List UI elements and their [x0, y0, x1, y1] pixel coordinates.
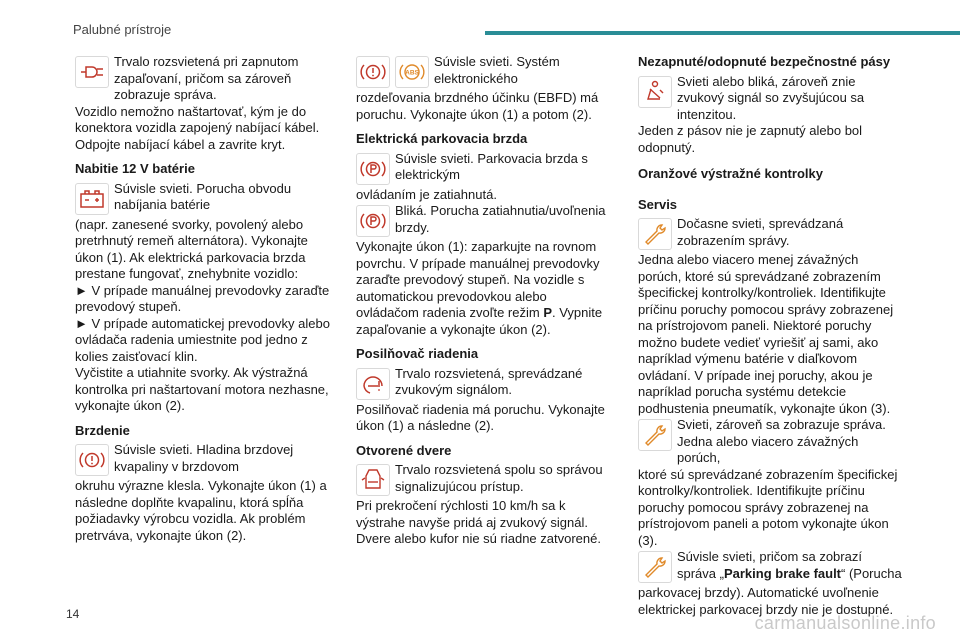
- battery-bullet-1: ► V prípade manuálnej prevodovky zaraďte prevodový stupeň.: [75, 282, 330, 314]
- seatbelt-icon: [638, 76, 672, 108]
- wrench-icon: [638, 218, 672, 250]
- charge-block: [75, 54, 337, 104]
- service3-body: parkovacej brzdy). Automatické uvoľnenie elektrickej parkovacej brzdy nie je dostupné.: [638, 585, 894, 617]
- service3-text-pre: Súvisle svieti, pričom sa zobrazí správa „: [677, 549, 862, 581]
- service1-block: [638, 216, 904, 252]
- epb-heading: Elektrická parkovacia brzda: [356, 131, 528, 146]
- epb2-body-pre: Vykonajte úkon (1): zaparkujte na rovnom povrchu. V prípade manuálnej prevodovky zaraďte prevodový stupeň. Na vozidle s automatickou prevodovkou alebo ovládačom radenia zvoľte režim: [356, 239, 600, 320]
- charge-icon-text: Trvalo rozsvietená pri zapnutom zapaľovaní, pričom sa zároveň zobrazuje správa.: [114, 54, 299, 102]
- charge-body: Vozidlo nemožno naštartovať, kým je do konektora vozidla zapojený nabíjací kábel. Odpojte nabíjací kábel a zavrite kryt.: [75, 103, 320, 152]
- epb2-body-bold: P: [543, 305, 552, 320]
- door-block: [356, 462, 610, 498]
- service3-text-post: “ (Porucha: [841, 565, 902, 581]
- column-2: [356, 54, 610, 548]
- belt-heading: Nezapnuté/odopnuté bezpečnostné pásy: [638, 54, 891, 69]
- column-1: [75, 54, 337, 544]
- steer-body: Posilňovač riadenia má poruchu. Vykonajte úkon (1) a následne (2).: [356, 401, 605, 433]
- battery-icon: [75, 183, 109, 215]
- epb2-body-post: . Vypnite zapaľovanie a vykonajte úkon (2).: [356, 305, 603, 337]
- epb2-block: [356, 203, 610, 239]
- epb-icon-text: Súvisle svieti. Parkovacia brzda s elektrickým: [395, 150, 588, 182]
- power-steering-icon: [356, 368, 390, 400]
- ebfd-body: rozdeľovania brzdného účinku (EBFD) má poruchu. Vykonajte úkon (1) a potom (2).: [356, 90, 599, 122]
- service2-icon-text: Svieti, zároveň sa zobrazuje správa. Jedna alebo viacero závažných porúch,: [677, 417, 886, 465]
- service3-text-bold: Parking brake fault: [723, 565, 842, 581]
- parking-brake-icon: [356, 153, 390, 185]
- epb2-body: [356, 239, 610, 338]
- parking-brake-icon: [356, 205, 390, 237]
- brakes-icon-text: Súvisle svieti. Hladina brzdovej kvapaliny v brzdovom: [114, 442, 294, 474]
- abs-icon: [395, 56, 429, 88]
- service1-body: Jedna alebo viacero menej závažných porúch, ktoré sú sprevádzané zobrazením špecifickej kontrolky/kontroliek. Identifikujte príčinu poruchy pomocou správy zobrazenej na prístrojovom paneli. Niektoré poruchy možno budete vedieť vyriešiť aj sami, ako napríklad výmenu batérie v diaľkovom ovládaní. V prípade inej poruchy, akou je napríklad porucha systému detekcie podhustenia pneumatík, vykonajte úkon (3).: [638, 252, 894, 416]
- brake-warning-icon: [75, 444, 109, 476]
- brake-warning-icon: [356, 56, 390, 88]
- svg-text:ABS: ABS: [405, 69, 419, 77]
- steer-block: [356, 366, 610, 402]
- door-heading: Otvorené dvere: [356, 442, 452, 458]
- watermark: carmanualsonline.info: [754, 613, 936, 633]
- epb-block: [356, 151, 610, 187]
- brakes-body: okruhu výrazne klesla. Vykonajte úkon (1) a následne doplňte kvapalinu, ktorá spĺňa požiadavky výrobcu vozidla. Ak problém pretrváva, vykonajte úkon (2).: [75, 478, 327, 543]
- page-number: 14: [66, 607, 80, 621]
- ebfd-block: [356, 54, 610, 90]
- service2-body: ktoré sú sprevádzané zobrazením špecifickej kontrolky/kontroliek. Identifikujte príčinu poruchy pomocou správy zobrazenej na prístrojovom paneli a potom vykonajte úkon (3).: [638, 466, 898, 548]
- epb-body: ovládaním je zatiahnutá.: [356, 186, 497, 202]
- steer-icon-text: Trvalo rozsvietená, sprevádzané zvukovým signálom.: [395, 365, 583, 397]
- service2-block: [638, 417, 904, 467]
- brakes-heading: Brzdenie: [75, 422, 130, 438]
- battery-body-2: Vyčistite a utiahnite svorky. Ak výstražná kontrolka pri naštartovaní motora nezhasne, vykonajte úkon (2).: [75, 365, 329, 413]
- header-title: Palubné prístroje: [73, 22, 172, 37]
- door-icon-text: Trvalo rozsvietená spolu so správou signalizujúcou prístup.: [395, 462, 603, 494]
- belt-block: [638, 74, 904, 124]
- service-heading: Servis: [638, 196, 678, 212]
- service3-block: [638, 549, 904, 585]
- charging-plug-icon: [75, 56, 109, 88]
- wrench-icon: [638, 551, 672, 583]
- belt-icon-text: Svieti alebo bliká, zároveň znie zvukový signál so zvyšujúcou sa intenzitou.: [677, 73, 865, 122]
- steer-heading: Posilňovač riadenia: [356, 346, 479, 361]
- ebfd-icon-text: Súvisle svieti. Systém elektronického: [434, 54, 560, 86]
- battery-bullet-2: ► V prípade automatickej prevodovky alebo ovládača radenia umiestnite pod jedno z kolies zaisťovací klin.: [75, 315, 330, 364]
- brakes-block: [75, 442, 337, 478]
- orange-heading: Oranžové výstražné kontrolky: [638, 166, 823, 181]
- service1-icon-text: Dočasne svieti, sprevádzaná zobrazením správy.: [677, 216, 844, 248]
- belt-body: Jeden z pásov nie je zapnutý alebo bol odopnutý.: [638, 123, 863, 155]
- service3-icon-text: [638, 549, 904, 582]
- battery-block: [75, 181, 337, 217]
- header-accent-bar: [485, 31, 960, 35]
- battery-heading: Nabitie 12 V batérie: [75, 161, 195, 176]
- battery-body: (napr. zanesené svorky, povolený alebo pretrhnutý remeň alternátora). Vykonajte úkon (1). Ak elektrická parkovacia brzda prestane fungovať, znehybnite vozidlo:: [75, 216, 308, 281]
- epb2-icon-text: Bliká. Porucha zatiahnutia/uvoľnenia brzdy.: [395, 203, 606, 235]
- column-3: [638, 54, 904, 618]
- door-open-icon: [356, 464, 390, 496]
- battery-icon-text: Súvisle svieti. Porucha obvodu nabíjania batérie: [114, 180, 292, 212]
- wrench-icon: [638, 419, 672, 451]
- door-body: Pri prekročení rýchlosti 10 km/h sa k výstrahe navyše pridá aj zvukový signál. Dvere alebo kufor nie sú riadne zatvorené.: [356, 498, 601, 546]
